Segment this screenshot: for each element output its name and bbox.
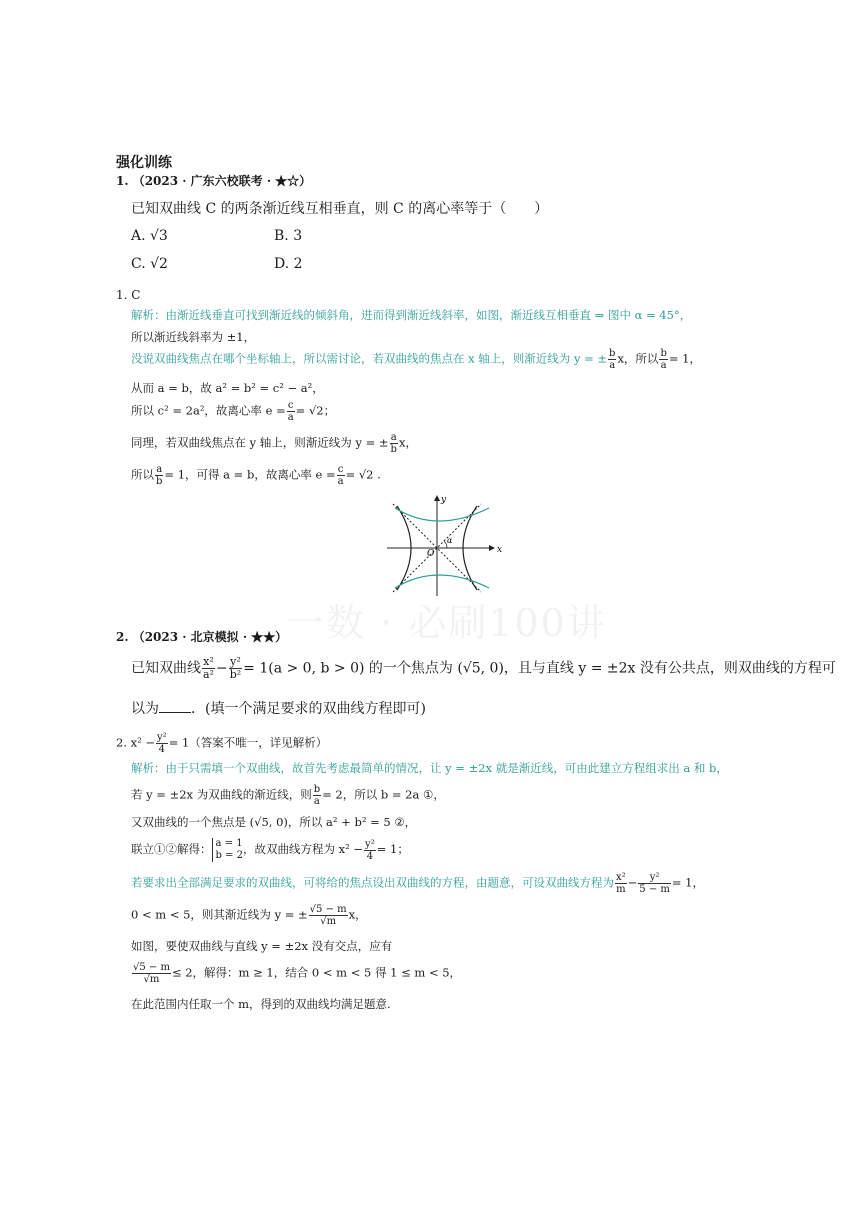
frac-num: y² — [365, 838, 375, 850]
a2-line8-text: ≤ 2，解得：m ≥ 1，结合 0 < m < 5 得 1 ≤ m < 5， — [171, 965, 462, 980]
q1-header: 1. （2023 · 广东六校联考 · ★☆） — [116, 174, 312, 188]
a1-answer: 1. C — [116, 288, 141, 302]
frac-num: b — [660, 348, 667, 359]
a1-line5-end: = √2； — [295, 403, 336, 418]
watermark: 一数 · 必刷100讲 — [286, 601, 607, 645]
frac-sqrt5m-over-sqrtm — [309, 904, 348, 927]
x-axis-arrow — [489, 545, 495, 551]
frac-den: a — [287, 412, 294, 423]
a1-line7-text: 所以 — [131, 467, 154, 482]
frac-den: b — [390, 444, 397, 455]
q2-stem-rest: = 1(a > 0, b > 0) 的一个焦点为 (√5, 0)，且与直线 y = ±2x 没有公共点，则双曲线的方程可 — [243, 660, 836, 677]
frac-num: b — [313, 784, 321, 795]
a2-line8 — [131, 962, 461, 985]
a2-line1-text: 解析：由于只需填一个双曲线，故首先考虑最简单的情况，让 y = ±2x 就是渐近线，可由此建立方程组求出 a 和 b， — [131, 761, 728, 775]
a1-line4: 从而 a = b，故 a² = b² = c² − a²， — [131, 381, 324, 395]
a2-line2 — [131, 784, 445, 807]
q2-header: 2. （2023 · 北京模拟 · ★★） — [116, 630, 288, 644]
a1-line6-text: 同理，若双曲线焦点在 y 轴上，则渐近线为 y = ± — [131, 435, 389, 450]
a1-line6-end: x， — [398, 435, 417, 450]
q1-option-c: C. √2 — [131, 256, 168, 272]
equation-system — [212, 838, 244, 862]
a2-line5-end: = 1， — [671, 875, 704, 890]
frac-den: a — [660, 360, 667, 371]
a1-line3-end: = 1， — [668, 351, 701, 366]
frac-b-over-a-3 — [313, 784, 321, 807]
y-label: y — [441, 495, 447, 505]
frac-den: b² — [229, 668, 242, 681]
a1-line3-mid: x，所以 — [617, 351, 659, 366]
a2-line4 — [131, 838, 409, 862]
frac-y2-over-5-m — [638, 872, 671, 895]
frac-den: 4 — [158, 744, 166, 755]
a2-line6-end: x， — [348, 907, 367, 922]
a2-line4-text: 联立①②解得： — [131, 842, 212, 856]
a1-line5 — [131, 400, 335, 423]
q1-option-a: A. √3 — [131, 228, 168, 244]
frac-den: m — [616, 884, 626, 895]
frac-num: x² — [616, 872, 626, 883]
frac-num: y² — [230, 655, 241, 668]
a2-answer — [116, 732, 327, 755]
answer-blank[interactable] — [159, 700, 191, 713]
a2-line6 — [131, 904, 367, 927]
frac-num: y² — [638, 872, 671, 884]
q2-stem-d: ．(填一个满足要求的双曲线方程即可) — [191, 701, 426, 717]
frac-num: a — [156, 464, 163, 475]
q1-option-d: D. 2 — [274, 256, 303, 272]
a2-line4-mid: ，故双曲线方程为 x² − — [243, 842, 364, 856]
a1-line2: 所以渐近线斜率为 ±1， — [131, 330, 256, 344]
system-eq-1: a = 1 — [215, 838, 243, 849]
frac-den: a — [313, 796, 320, 807]
a2-line5-text: 若要求出全部满足要求的双曲线，可将给的焦点设出双曲线的方程，由题意，可设双曲线方程为 — [131, 875, 614, 890]
frac-a-over-b — [390, 432, 398, 455]
system-eq-2: b = 2 — [215, 850, 243, 861]
y-axis-arrow — [434, 495, 440, 501]
frac-b-over-a — [608, 348, 616, 371]
frac-den: 5 − m — [639, 884, 670, 895]
frac-y2-over-4-2 — [364, 839, 376, 862]
a1-line3 — [131, 348, 701, 371]
q2-stem-c: 以为 — [131, 701, 159, 717]
frac-a-over-b-2 — [155, 464, 163, 487]
frac-num: √5 − m — [309, 904, 347, 915]
q2-stem-start: 已知双曲线 — [131, 660, 201, 677]
frac-c-over-a — [287, 400, 295, 423]
a2-line1 — [131, 760, 728, 776]
a1-line6 — [131, 432, 417, 455]
frac-c-over-a-2 — [337, 464, 345, 487]
a2-line4-end: = 1； — [376, 842, 409, 856]
angle-label: α — [447, 536, 453, 545]
frac-num: x² — [203, 655, 214, 668]
a1-line1 — [131, 307, 691, 323]
frac-num: c — [287, 400, 294, 411]
frac-num: √5 − m — [133, 962, 170, 973]
frac-y2-over-4 — [156, 732, 168, 755]
origin-label: O — [427, 549, 435, 559]
a1-line7 — [131, 464, 381, 487]
a2-line3: 又双曲线的一个焦点是 (√5, 0)，所以 a² + b² = 5 ②， — [131, 815, 417, 829]
a2-line5: 若要求出全部满足要求的双曲线，可将给的焦点设出双曲线的方程，由题意，可设双曲线方程为 $\frac{\text{x²}}{m}$ − $\frac{\text{y²}}{5 - m}$ = 1， — [131, 872, 704, 895]
a1-line3-text: 没说双曲线焦点在哪个坐标轴上，所以需讨论，若双曲线的焦点在 x 轴上，则渐近线为 y = ± — [131, 351, 608, 366]
section-title: 强化训练 — [116, 155, 172, 171]
frac-x2-over-a2 — [202, 656, 215, 681]
frac-num: c — [337, 464, 344, 475]
frac-x2-over-m — [615, 872, 627, 895]
q1-option-b: B. 3 — [274, 228, 303, 244]
frac-y2-over-b2 — [229, 656, 242, 681]
a2-answer-end: = 1（答案不唯一，详见解析） — [168, 735, 328, 750]
frac-den: a — [609, 360, 616, 371]
a2-line2-text: 若 y = ±2x 为双曲线的渐近线，则 — [131, 787, 312, 802]
x-label: x — [497, 545, 503, 555]
frac-den: a — [337, 476, 344, 487]
a2-line9: 在此范围内任取一个 m，得到的双曲线均满足题意. — [131, 997, 391, 1011]
frac-sqrt5m-over-sqrtm-2 — [132, 962, 171, 985]
q2-stem-line2 — [131, 698, 426, 718]
frac-den: 4 — [366, 850, 374, 862]
a1-line1-text: 解析：由渐近线垂直可找到渐近线的倾斜角，进而得到渐近线斜率，如图，渐近线互相垂直 ⇒ 图中 α = 45°， — [131, 308, 692, 322]
frac-den: a² — [203, 668, 214, 681]
a2-line7: 如图，要使双曲线与直线 y = ±2x 没有交点，应有 — [131, 939, 393, 953]
q1-stem: 已知双曲线 C 的两条渐近线互相垂直，则 C 的离心率等于（ ） — [131, 201, 549, 217]
a1-line7-end: = √2 . — [345, 467, 381, 482]
hyperbola-figure — [385, 492, 505, 602]
a1-line7-mid: = 1，可得 a = b，故离心率 e = — [164, 467, 336, 482]
a2-line2-end: = 2，所以 b = 2a ①， — [322, 787, 445, 802]
q2-stem-line1: 已知双曲线 $\frac{\text{x²}}{\text{a²}}$ − $\frac{\text{y²}}{\text{b²}}$ = 1(a > 0, b > 0) 的一个焦点为 (√5, 0)，且与直线 y = ±2x 没有公共点，则双曲线的方程可 — [131, 655, 836, 681]
a2-line6-text: 0 < m < 5，则其渐近线为 y = ± — [131, 907, 308, 922]
frac-den: √m — [143, 974, 160, 985]
a2-answer-start: 2. x² − — [116, 735, 156, 750]
frac-num: y² — [157, 732, 167, 743]
a1-line5-text: 所以 c² = 2a²，故离心率 e = — [131, 403, 286, 418]
frac-den: b — [156, 476, 163, 487]
frac-num: b — [609, 348, 616, 359]
frac-den: √m — [320, 916, 337, 927]
frac-num: a — [390, 432, 397, 443]
frac-b-over-a-2 — [659, 348, 667, 371]
